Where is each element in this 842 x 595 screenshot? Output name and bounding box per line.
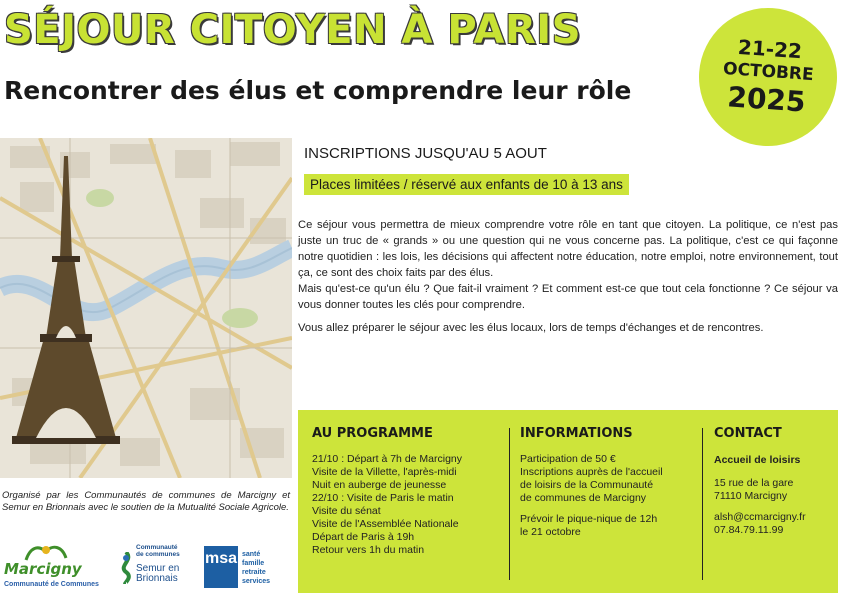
msa-line3: retraite [242,569,266,576]
marcigny-sub: Communauté de Communes [4,581,99,588]
date-year: 2025 [726,80,807,119]
page-title: SÉJOUR CITOYEN À PARIS [4,7,581,53]
map-illustration [0,138,292,478]
program-item: Visite du sénat [312,505,381,517]
info-fee: Participation de 50 € [520,453,616,465]
info-registration: Inscriptions auprès de l'accueil [520,466,663,478]
description-paragraph-3: Vous allez préparer le séjour avec les élus locaux, lors de temps d'échanges et de rencontres. [298,322,764,334]
semur-mark-icon [118,552,134,584]
date-month: OCTOBRE [722,58,815,86]
description-paragraph-2: Mais qu'est-ce qu'un élu ? Que fait-il vraiment ? Et comment est-ce que tout cela fonctionne ? Ce séjour va vous donner toutes les clés pour comprendre. [298,283,838,311]
semur-name: Semur en Brionnais [136,563,180,584]
msa-logo [204,546,288,592]
program-item: Visite de l'Assemblée Nationale [312,518,459,530]
program-column [312,426,502,557]
contact-column [714,426,832,537]
informations-title: INFORMATIONS [520,426,633,441]
description-paragraph-1: Ce séjour vous permettra de mieux comprendre votre rôle en tant que citoyen. La politique, ce n'est pas juste un truc de « grands » ou une question qui ne vous concerne pas. La politique, c'est ce qui façonne notre quotidien : les lois, les décisions qui affectent notre éducation, notre emploi, notre environnement, tout ça, ce sont des choix faits par des élus. [298,219,838,279]
contact-name: Accueil de loisirs [714,454,801,466]
marcigny-name: Marcigny [4,560,82,578]
description [298,217,838,336]
info-picnic: Prévoir le pique-nique de 12h [520,513,658,525]
marcigny-logo [2,542,110,592]
msa-line2: famille [242,560,265,567]
msa-line1: santé [242,551,261,558]
column-divider [509,428,510,580]
limited-places-banner: Places limitées / réservé aux enfants de 10 à 13 ans [304,174,629,195]
program-item: 21/10 : Départ à 7h de Marcigny [312,453,463,465]
info-panel [298,410,838,593]
contact-street: 15 rue de la gare [714,477,794,489]
msa-line4: services [242,578,271,585]
info-picnic: le 21 octobre [520,526,581,538]
partner-logos [0,538,290,595]
semur-logo [118,544,196,592]
date-days: 21-22 [737,34,803,64]
column-divider [702,428,703,580]
program-item: Nuit en auberge de jeunesse [312,479,447,491]
contact-city: 71110 Marcigny [714,490,788,502]
informations-column [520,426,695,539]
program-item: Retour vers 1h du matin [312,544,425,556]
info-registration: de communes de Marcigny [520,492,647,504]
registration-deadline: INSCRIPTIONS JUSQU'AU 5 AOUT [304,145,547,162]
msa-letters: msa [204,546,238,588]
info-registration: de loisirs de la Communauté [520,479,654,491]
date-badge [694,3,841,150]
program-item: Visite de la Villette, l'après-midi [312,466,457,478]
program-item: 22/10 : Visite de Paris le matin [312,492,454,504]
program-title: AU PROGRAMME [312,426,433,441]
eiffel-tower-map-photo [0,138,292,478]
contact-title: CONTACT [714,426,782,441]
semur-line2: de communes [136,551,180,558]
program-item: Départ de Paris à 19h [312,531,415,543]
semur-line1: Communauté [136,544,178,551]
page-subtitle: Rencontrer des élus et comprendre leur rôle [4,76,632,105]
organizer-caption: Organisé par les Communautés de communes de Marcigny et Semur en Brionnais avec le soutien de la Mutualité Sociale Agricole. [2,490,290,513]
marcigny-flower-icon [16,542,76,562]
contact-email[interactable]: alsh@ccmarcigny.fr [714,511,806,523]
contact-phone[interactable]: 07.84.79.11.99 [714,524,784,536]
